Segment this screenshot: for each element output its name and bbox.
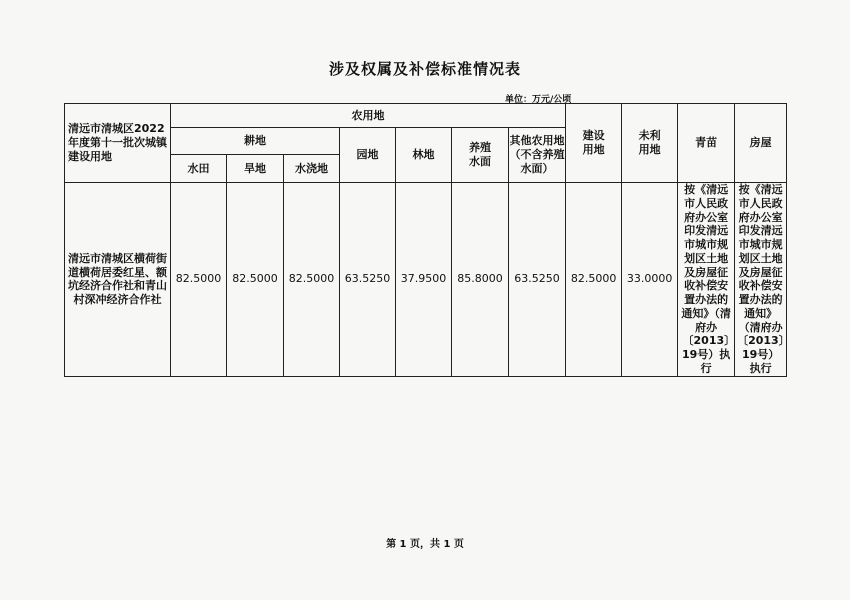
header-corner: 清远市清城区2022年度第十一批次城镇建设用地	[65, 104, 171, 183]
cell-forest: 37.9500	[396, 183, 452, 377]
page-footer: 第 1 页，共 1 页	[386, 539, 464, 550]
header-unused	[622, 104, 678, 183]
cell-dry: 82.5000	[227, 183, 284, 377]
header-dry: 旱地	[227, 155, 284, 183]
header-forest: 林地	[396, 128, 452, 183]
header-housing: 房屋	[735, 104, 787, 183]
header-construction-text: 建设用地	[582, 129, 605, 156]
cell-crops-note: 按《清远市人民政府办公室印发清远市城市规划区土地及房屋征收补偿安置办法的通知》（清府办〔2013〕19号）执行	[678, 183, 735, 377]
header-aquaculture	[452, 128, 509, 183]
header-unused-text: 未利用地	[638, 129, 661, 156]
cell-other-farm: 63.5250	[509, 183, 566, 377]
location-cell: 清远市清城区横荷街道横荷居委红星、额坑经济合作社和青山村深冲经济合作社	[65, 183, 171, 377]
cell-irrigated: 82.5000	[284, 183, 340, 377]
header-farmland: 农用地	[171, 104, 566, 128]
header-aquaculture-text: 养殖水面	[469, 141, 491, 168]
cell-unused: 33.0000	[622, 183, 678, 377]
header-crops: 青苗	[678, 104, 735, 183]
cell-aquaculture: 85.8000	[452, 183, 509, 377]
header-paddy: 水田	[171, 155, 227, 183]
document-title: 涉及权属及补偿标准情况表	[328, 60, 521, 78]
table-row	[65, 183, 787, 377]
cell-housing-note: 按《清远市人民政府办公室印发清远市城市规划区土地及房屋征收补偿安置办法的通知》（清府办〔2013〕19号）执行	[735, 183, 787, 377]
header-arable: 耕地	[171, 128, 340, 155]
cell-garden: 63.5250	[340, 183, 396, 377]
cell-construction: 82.5000	[566, 183, 622, 377]
header-irrigated: 水浇地	[284, 155, 340, 183]
header-other-farm: 其他农用地（不含养殖水面）	[509, 128, 566, 183]
header-construction	[566, 104, 622, 183]
header-row-1	[65, 104, 787, 128]
unit-label: 单位：万元/公顷	[505, 95, 572, 105]
header-garden: 园地	[340, 128, 396, 183]
cell-paddy: 82.5000	[171, 183, 227, 377]
compensation-table	[64, 103, 790, 377]
